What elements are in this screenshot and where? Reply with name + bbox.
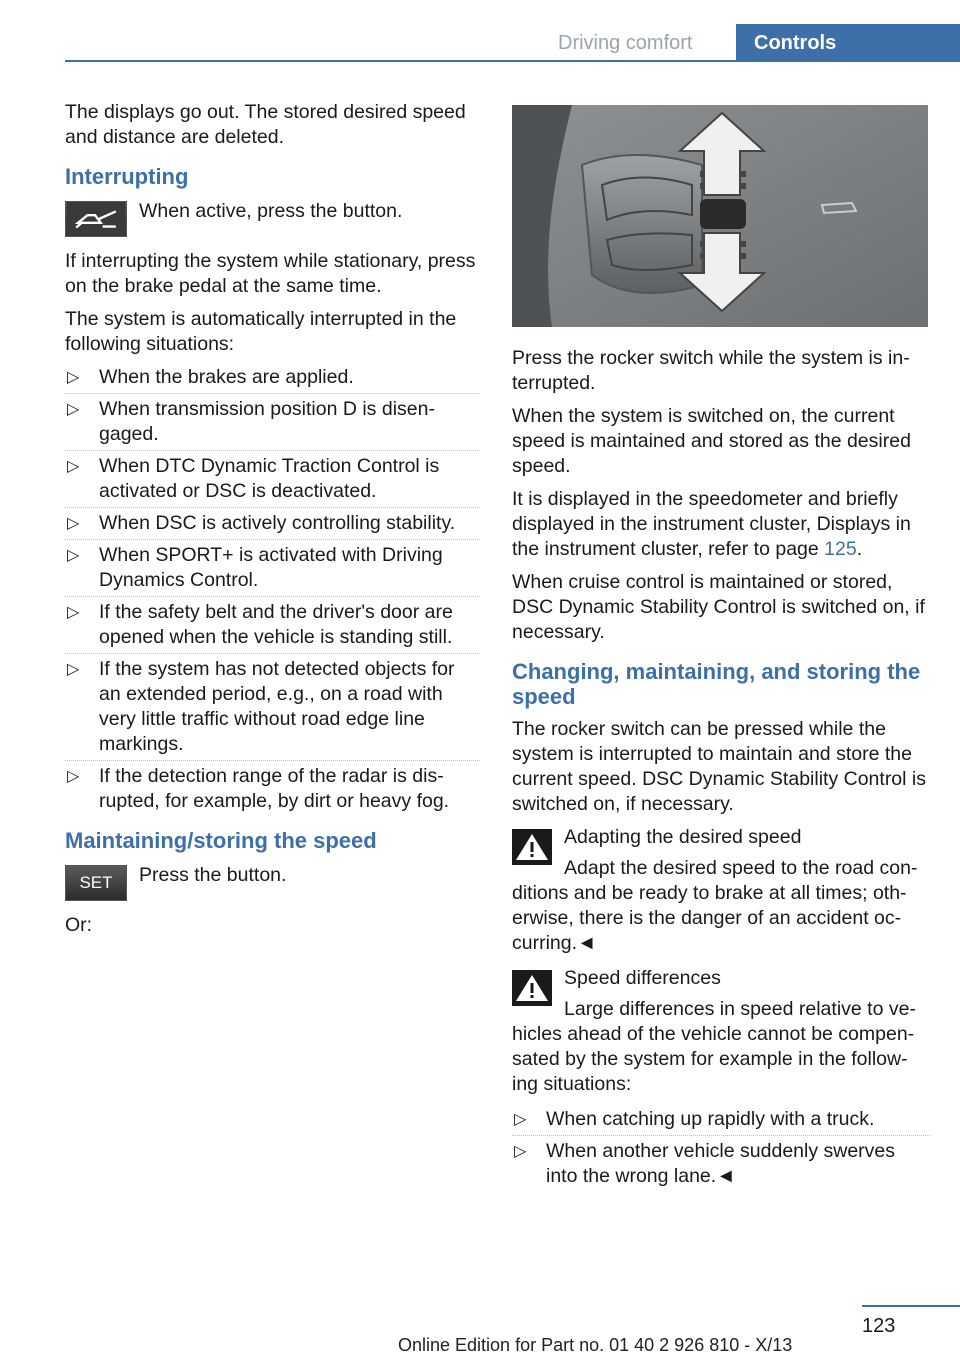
heading-interrupting: Interrupting bbox=[65, 164, 189, 189]
list-item: ▷ When SPORT+ is activated with Driving Dynamics Control. bbox=[65, 543, 480, 593]
set-text: Press the button. bbox=[139, 864, 287, 886]
interrupt-text: When active, press the button. bbox=[139, 200, 403, 222]
displayed-end: . bbox=[856, 538, 863, 560]
warning-text: Large differences in speed relative to ve-hicles ahead of the vehicle cannot be compen-sated by the system for example in the follow-ing situations: bbox=[512, 998, 916, 1095]
intro-paragraph: The displays go out. The stored desired speed and distance are deleted. bbox=[65, 101, 466, 148]
heading-changing: Changing, maintaining, and storing the speed bbox=[512, 659, 921, 709]
stationary-paragraph: If interrupting the system while stationary, press on the brake pedal at the same time. bbox=[65, 250, 476, 297]
left-column bbox=[65, 100, 480, 946]
page-reference-link[interactable]: 125 bbox=[824, 538, 857, 560]
list-item: ▷ When transmission position D is disen-gaged. bbox=[65, 397, 480, 447]
list-item: ▷ When the brakes are applied. bbox=[65, 365, 480, 390]
changing-paragraph: The rocker switch can be pressed while the system is interrupted to maintain and store the current speed. DSC Dynamic Stability Control is switched on, if necessary. bbox=[512, 718, 926, 815]
list-item: ▷ When DSC is actively controlling stability. bbox=[65, 511, 480, 536]
header-tab-label: Controls bbox=[754, 32, 837, 54]
heading-maintaining: Maintaining/storing the speed bbox=[65, 828, 377, 853]
list-item: ▷ If the system has not detected objects for an extended period, e.g., on a road with very little traffic without road edge line markings. bbox=[65, 657, 480, 757]
list-item: ▷ When another vehicle suddenly swerves into the wrong lane.◄ bbox=[512, 1139, 930, 1189]
displayed-paragraph bbox=[512, 487, 930, 562]
interrupt-row bbox=[65, 197, 480, 241]
set-label: SET bbox=[79, 873, 113, 892]
warning-block bbox=[512, 825, 930, 956]
warning-triangle-icon bbox=[512, 829, 552, 865]
list-item: ▷ If the safety belt and the driver's door are opened when the vehicle is standing still. bbox=[65, 600, 480, 650]
set-button-icon bbox=[65, 865, 127, 901]
header-section: Driving comfort bbox=[558, 32, 693, 54]
displayed-text: It is displayed in the speedometer and briefly displayed in the instrument cluster, Displays in the instrument cluster, refer to page bbox=[512, 488, 911, 560]
list-item: ▷ If the detection range of the radar is dis-rupted, for example, by dirt or heavy fog. bbox=[65, 764, 480, 814]
auto-paragraph: The system is automatically interrupted in the following situations: bbox=[65, 308, 457, 355]
steering-wheel-rocker-photo bbox=[512, 105, 928, 327]
footer-edition: Online Edition for Part no. 01 40 2 926 810 - X/13 bbox=[398, 1335, 793, 1355]
dsc-paragraph: When cruise control is maintained or stored, DSC Dynamic Stability Control is switched on, if necessary. bbox=[512, 571, 925, 643]
or-paragraph: Or: bbox=[65, 914, 93, 936]
rocker-paragraph: Press the rocker switch while the system is in-terrupted. bbox=[512, 347, 910, 394]
header-tab bbox=[736, 24, 960, 62]
page-number: 123 bbox=[862, 1315, 896, 1337]
cruise-interrupt-icon bbox=[65, 201, 127, 237]
set-row bbox=[65, 861, 480, 905]
footer-rule bbox=[862, 1305, 960, 1307]
warning-title: Adapting the desired speed bbox=[564, 826, 802, 848]
header-rule bbox=[65, 60, 960, 62]
warning-block bbox=[512, 966, 930, 1097]
right-column bbox=[512, 105, 930, 1199]
page-header bbox=[0, 24, 960, 64]
switched-on-paragraph: When the system is switched on, the current speed is maintained and stored as the desired speed. bbox=[512, 405, 911, 477]
warning-triangle-icon bbox=[512, 970, 552, 1006]
warning-text: Adapt the desired speed to the road con-ditions and be ready to brake at all times; oth-erwise, there is the danger of an accident oc-curring.◄ bbox=[512, 857, 918, 954]
list-item: ▷ When DTC Dynamic Traction Control is activated or DSC is deactivated. bbox=[65, 454, 480, 504]
warning-title: Speed differences bbox=[564, 967, 721, 989]
speed-difference-bullets bbox=[512, 1107, 930, 1189]
list-item: ▷ When catching up rapidly with a truck. bbox=[512, 1107, 930, 1132]
interrupt-bullets bbox=[65, 365, 480, 814]
